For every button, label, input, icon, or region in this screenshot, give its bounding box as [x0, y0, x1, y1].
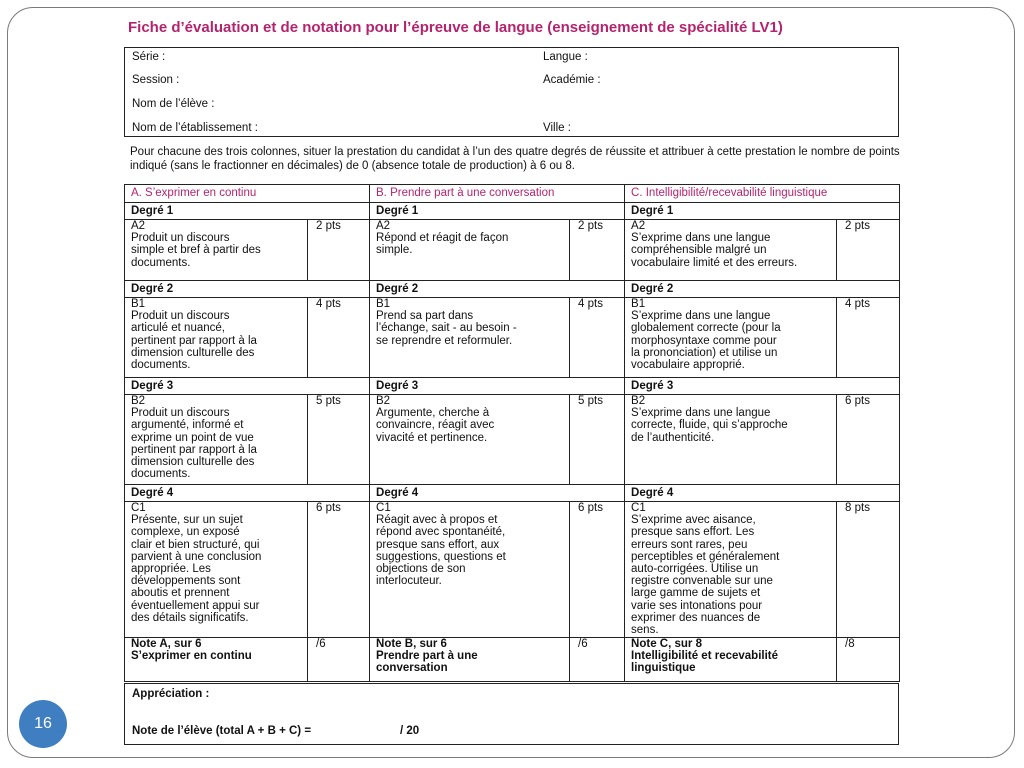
degree-label-a: Degré 1 — [125, 203, 370, 220]
column-header-c: C. Intelligibilité/recevabilité linguistique — [625, 185, 900, 203]
column-header-a: A. S’exprimer en continu — [125, 185, 370, 203]
criterion-c-points: 4 pts — [837, 298, 900, 378]
total-score-max: / 20 — [400, 725, 420, 737]
degree-label-b: Degré 4 — [370, 485, 625, 502]
note-a-label: Note A, sur 6 S’exprimer en continu — [125, 638, 308, 682]
criterion-c-points: 6 pts — [837, 395, 900, 485]
criterion-b-text: C1 Réagit avec à propos et répond avec spontanéité, presque sans effort, aux suggestions, questions et objections de son interlocuteur. — [370, 502, 570, 638]
criterion-c-points: 2 pts — [837, 220, 900, 281]
degree-label-a: Degré 4 — [125, 485, 370, 502]
criterion-a-points: 4 pts — [308, 298, 370, 378]
degree-label-c: Degré 1 — [625, 203, 900, 220]
degree-label-b: Degré 1 — [370, 203, 625, 220]
degree-row — [125, 203, 900, 220]
note-c-label: Note C, sur 8 Intelligibilité et recevabilité linguistique — [625, 638, 837, 682]
field-nom-etablissement: Nom de l’établissement : — [132, 122, 258, 134]
criterion-c-text: C1 S’exprime avec aisance, presque sans effort. Les erreurs sont rares, peu perceptibles et généralement auto-corrigées. Utilise un registre convenable sur une large gamme de sujets et varie ses intonations pour exprimer des nuances de sens. — [625, 502, 837, 638]
criterion-a-points: 6 pts — [308, 502, 370, 638]
degree-row — [125, 378, 900, 395]
field-academie: Académie : — [543, 74, 601, 86]
student-info-box — [124, 47, 899, 137]
field-langue: Langue : — [543, 51, 588, 63]
column-header-b: B. Prendre part à une conversation — [370, 185, 625, 203]
notes-row — [125, 638, 900, 682]
degree-label-a: Degré 3 — [125, 378, 370, 395]
criterion-a-points: 2 pts — [308, 220, 370, 281]
criterion-c-text: A2 S’exprime dans une langue compréhensible malgré un vocabulaire limité et des erreurs. — [625, 220, 837, 281]
degree-label-c: Degré 2 — [625, 281, 900, 298]
criterion-b-text: A2 Répond et réagit de façon simple. — [370, 220, 570, 281]
criterion-b-points: 6 pts — [570, 502, 625, 638]
field-session: Session : — [132, 74, 180, 86]
criterion-a-text: C1 Présente, sur un sujet complexe, un exposé clair et bien structuré, qui parvient à une conclusion appropriée. Les développements sont aboutis et prennent éventuellement appui sur des détails significatifs. — [125, 502, 308, 638]
note-b-max: /6 — [570, 638, 625, 682]
criteria-row — [125, 395, 900, 485]
appreciation-box — [124, 683, 899, 745]
appreciation-label: Appréciation : — [132, 688, 210, 700]
criterion-b-text: B2 Argumente, cherche à convaincre, réagit avec vivacité et pertinence. — [370, 395, 570, 485]
field-ville: Ville : — [543, 122, 571, 134]
degree-label-a: Degré 2 — [125, 281, 370, 298]
criteria-row — [125, 502, 900, 638]
criteria-row — [125, 220, 900, 281]
criterion-a-text: A2 Produit un discours simple et bref à partir des documents. — [125, 220, 308, 281]
criterion-a-text: B2 Produit un discours argumenté, informé et exprime un point de vue pertinent par rapport à la dimension culturelle des documents. — [125, 395, 308, 485]
degree-label-b: Degré 2 — [370, 281, 625, 298]
criterion-b-text: B1 Prend sa part dans l’échange, sait - au besoin - se reprendre et reformuler. — [370, 298, 570, 378]
criterion-c-text: B1 S’exprime dans une langue globalement correcte (pour la morphosyntaxe comme pour la prononciation) et utilise un vocabulaire approprié. — [625, 298, 837, 378]
evaluation-grid — [124, 184, 900, 682]
criterion-b-points: 4 pts — [570, 298, 625, 378]
criterion-b-points: 5 pts — [570, 395, 625, 485]
slide-number-badge: 16 — [19, 700, 67, 748]
form-title: Fiche d’évaluation et de notation pour l’épreuve de langue (enseignement de spécialité LV1) — [128, 19, 783, 36]
field-serie: Série : — [132, 51, 166, 63]
degree-label-c: Degré 4 — [625, 485, 900, 502]
note-b-label: Note B, sur 6 Prendre part à une conversation — [370, 638, 570, 682]
note-a-max: /6 — [308, 638, 370, 682]
criterion-a-text: B1 Produit un discours articulé et nuancé, pertinent par rapport à la dimension culturelle des documents. — [125, 298, 308, 378]
criteria-row — [125, 298, 900, 378]
criterion-c-text: B2 S’exprime dans une langue correcte, fluide, qui s’approche de l’authenticité. — [625, 395, 837, 485]
total-score-label: Note de l’élève (total A + B + C) = — [132, 725, 312, 737]
note-c-max: /8 — [837, 638, 900, 682]
instructions-text: Pour chacune des trois colonnes, situer la prestation du candidat à l’un des quatre degrés de réussite et attribuer à cette prestation le nombre de points indiqué (sans le fractionner en décimales) de 0 (absence totale de production) à 6 ou 8. — [130, 146, 900, 172]
degree-label-c: Degré 3 — [625, 378, 900, 395]
criterion-c-points: 8 pts — [837, 502, 900, 638]
degree-label-b: Degré 3 — [370, 378, 625, 395]
criterion-b-points: 2 pts — [570, 220, 625, 281]
criterion-a-points: 5 pts — [308, 395, 370, 485]
field-nom-eleve: Nom de l’élève : — [132, 98, 215, 110]
column-header-row — [125, 185, 900, 203]
degree-row — [125, 485, 900, 502]
degree-row — [125, 281, 900, 298]
